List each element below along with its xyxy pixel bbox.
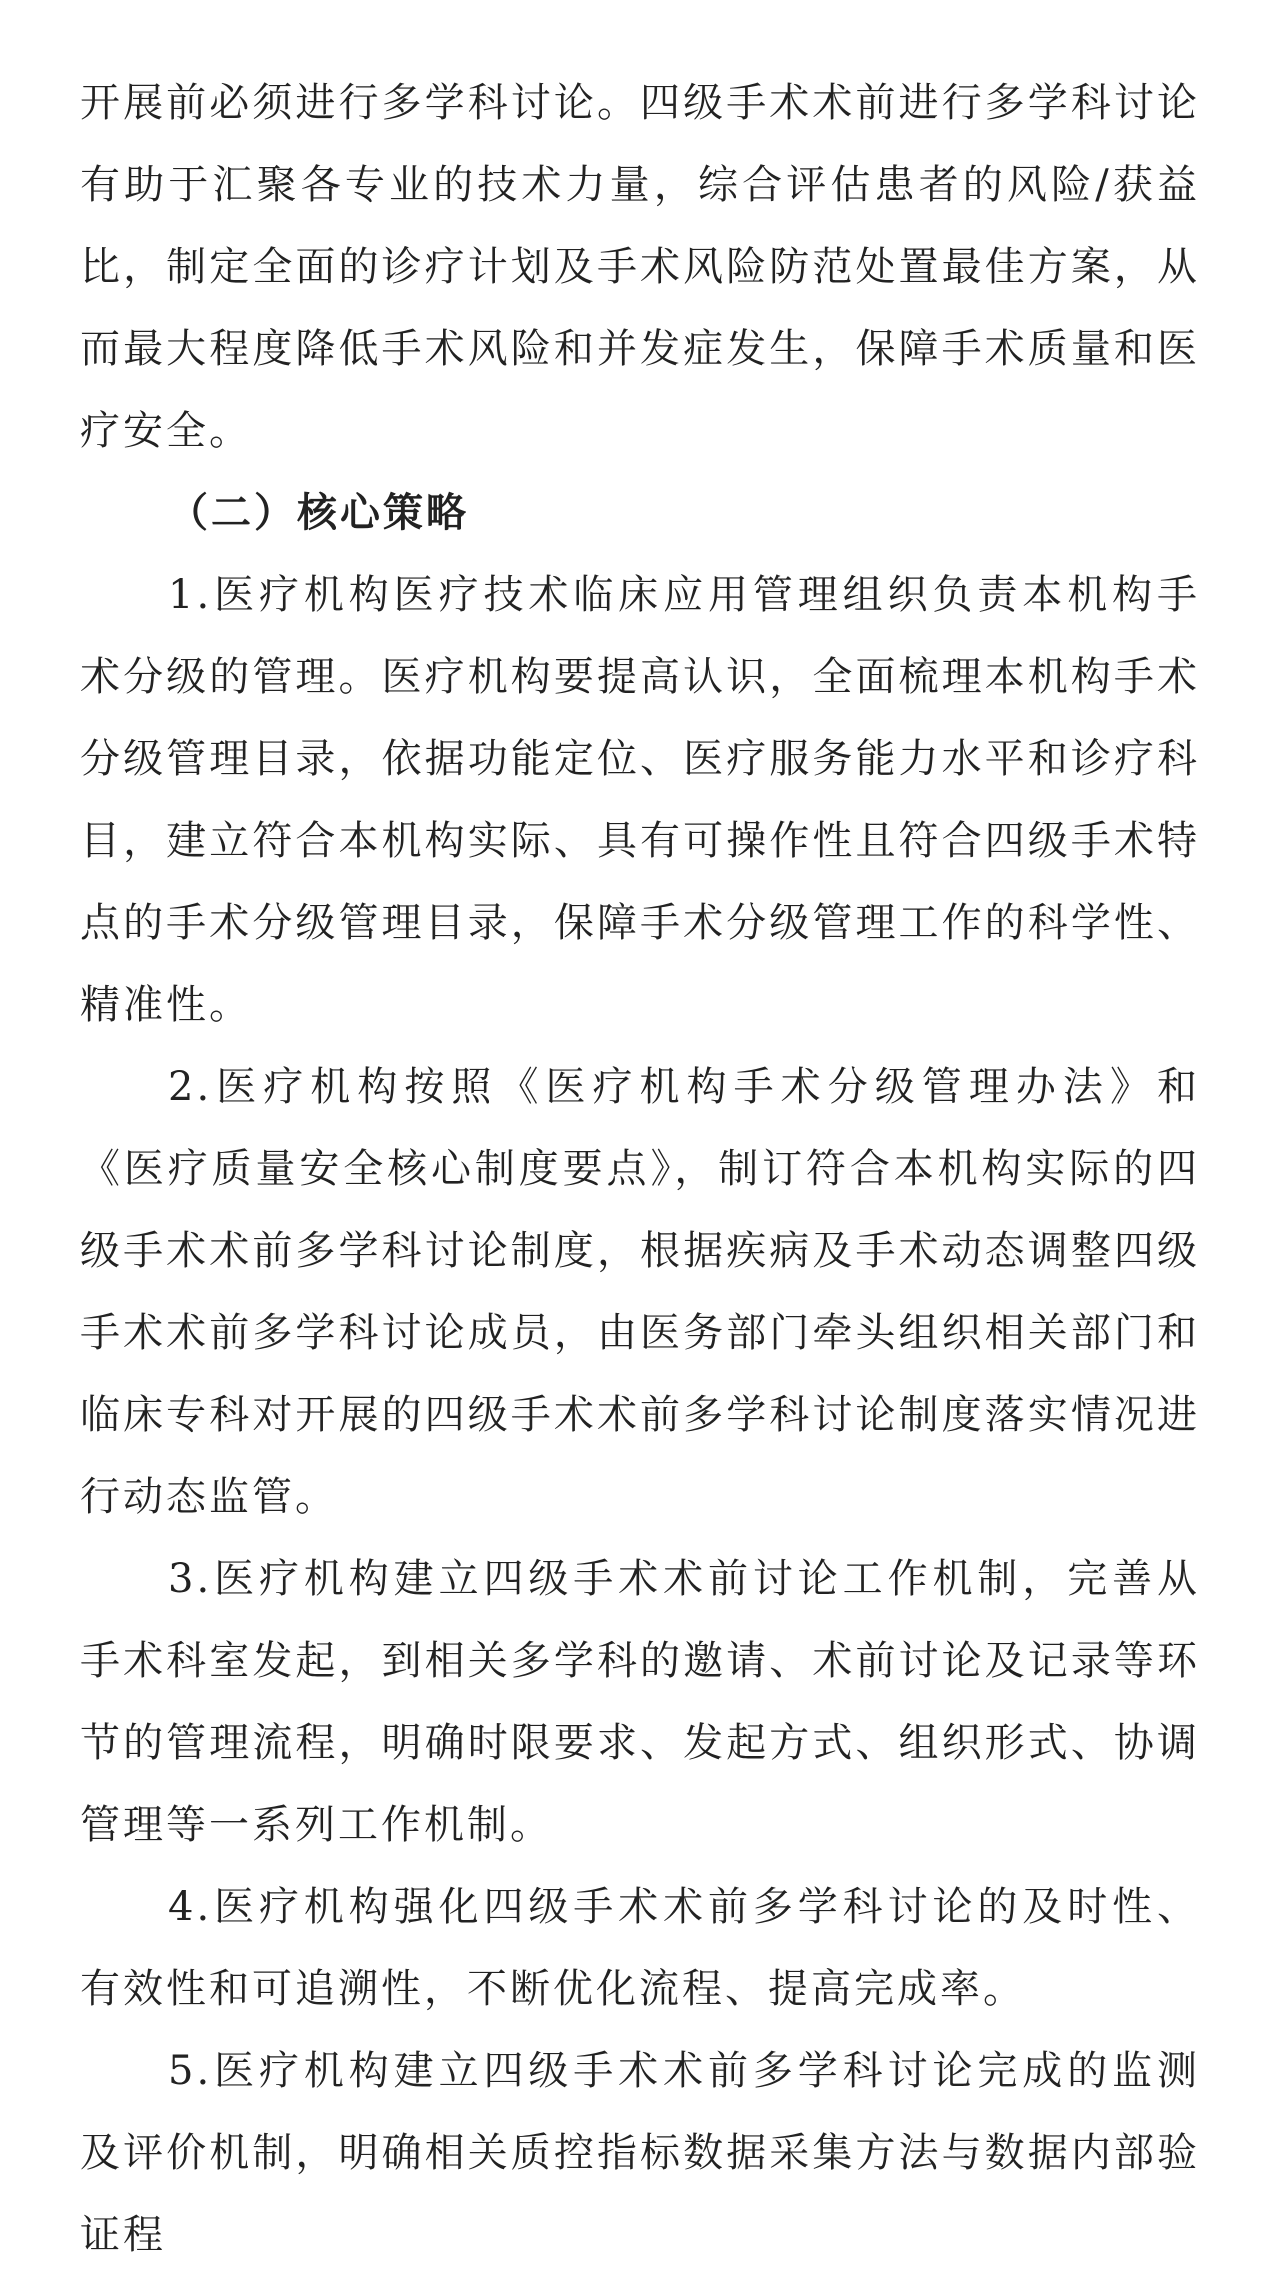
strategy-item-1: 1.医疗机构医疗技术临床应用管理组织负责本机构手术分级的管理。医疗机构要提高认识，全面梳理本机构手术分级管理目录，依据功能定位、医疗服务能力水平和诊疗科目，建立符合本机构实际、具有可操作性且符合四级手术特点的手术分级管理目录，保障手术分级管理工作的科学性、精准性。 (80, 572, 1200, 1028)
strategy-item-3: 3.医疗机构建立四级手术术前讨论工作机制，完善从手术科室发起，到相关多学科的邀请、术前讨论及记录等环节的管理流程，明确时限要求、发起方式、组织形式、协调管理等一系列工作机制。 (80, 1556, 1200, 1848)
strategy-item-5: 5.医疗机构建立四级手术术前多学科讨论完成的监测及评价机制，明确相关质控指标数据采集方法与数据内部验证程 (80, 2048, 1200, 2258)
strategy-item-4: 4.医疗机构强化四级手术术前多学科讨论的及时性、有效性和可追溯性，不断优化流程、提高完成率。 (80, 1884, 1200, 2012)
strategy-item-2: 2.医疗机构按照《医疗机构手术分级管理办法》和《医疗质量安全核心制度要点》，制订符合本机构实际的四级手术术前多学科讨论制度，根据疾病及手术动态调整四级手术术前多学科讨论成员，由医务部门牵头组织相关部门和临床专科对开展的四级手术术前多学科讨论制度落实情况进行动态监管。 (80, 1064, 1200, 1520)
body-paragraph: 开展前必须进行多学科讨论。四级手术术前进行多学科讨论有助于汇聚各专业的技术力量，综合评估患者的风险/获益比，制定全面的诊疗计划及手术风险防范处置最佳方案，从而最大程度降低手术风险和并发症发生，保障手术质量和医疗安全。 (80, 80, 1200, 454)
section-heading: （二）核心策略 (168, 489, 469, 536)
document-page (80, 62, 1200, 2276)
